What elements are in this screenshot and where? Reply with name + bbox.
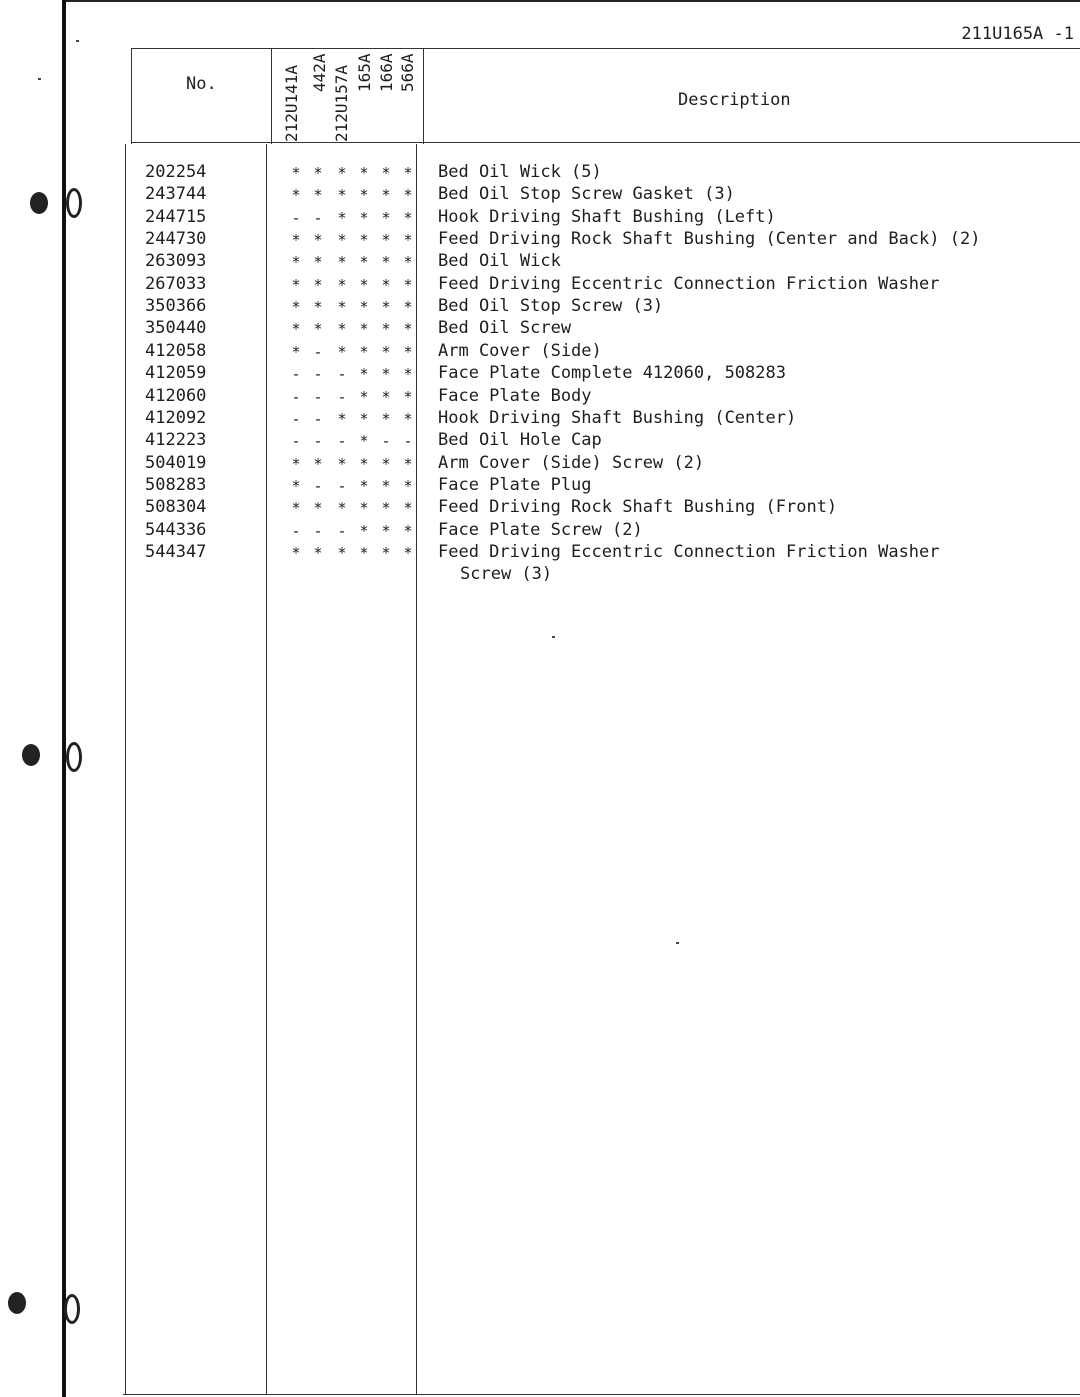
part-number: 350440 bbox=[145, 318, 207, 339]
part-number: 412060 bbox=[145, 385, 207, 406]
model-applicability-mark: * bbox=[359, 543, 369, 562]
model-applicability-mark: * bbox=[337, 208, 347, 227]
model-applicability-mark: * bbox=[291, 164, 301, 182]
model-applicability-mark: * bbox=[337, 543, 347, 562]
model-applicability-mark: * bbox=[359, 320, 369, 339]
model-applicability-mark: - bbox=[291, 409, 301, 428]
model-applicability-mark: * bbox=[359, 521, 369, 540]
model-applicability-mark: * bbox=[337, 298, 347, 317]
model-applicability-mark: * bbox=[359, 231, 369, 250]
part-description: Feed Driving Rock Shaft Bushing (Center and Back) (2) bbox=[438, 229, 981, 250]
part-number: 412059 bbox=[145, 363, 207, 384]
table-left-border-header bbox=[131, 48, 132, 144]
part-number: 243744 bbox=[145, 184, 207, 205]
model-applicability-mark: * bbox=[359, 208, 369, 227]
model-applicability-mark: * bbox=[313, 186, 323, 205]
part-number: 244730 bbox=[145, 229, 207, 250]
model-applicability-mark: * bbox=[359, 253, 369, 272]
model-applicability-mark: * bbox=[359, 365, 369, 384]
model-applicability-mark: * bbox=[337, 454, 347, 473]
punch-hole-middle-edge bbox=[66, 742, 82, 772]
model-header-4: 165A bbox=[355, 53, 374, 92]
model-applicability-mark: * bbox=[337, 164, 347, 182]
model-applicability-mark: * bbox=[291, 186, 301, 205]
model-applicability-mark: - bbox=[381, 432, 391, 451]
part-description: Bed Oil Stop Screw Gasket (3) bbox=[438, 184, 735, 205]
part-description-continued: Screw (3) bbox=[460, 563, 553, 584]
model-applicability-mark: * bbox=[381, 521, 391, 540]
model-applicability-mark: - bbox=[291, 432, 301, 451]
model-applicability-mark: - bbox=[337, 476, 347, 495]
model-applicability-mark: * bbox=[381, 208, 391, 227]
model-applicability-mark: * bbox=[291, 543, 301, 562]
model-applicability-mark: - bbox=[313, 365, 323, 384]
model-applicability-mark: * bbox=[359, 164, 369, 182]
model-applicability-mark: * bbox=[291, 476, 301, 495]
model-applicability-mark: * bbox=[291, 253, 301, 272]
model-applicability-mark: * bbox=[291, 298, 301, 317]
header-bottom-rule bbox=[131, 142, 1080, 143]
no-column-divider-header bbox=[271, 48, 272, 144]
punch-hole-bottom bbox=[8, 1292, 26, 1314]
model-applicability-mark: * bbox=[403, 231, 413, 250]
punch-hole-top bbox=[30, 192, 48, 214]
part-description: Bed Oil Wick (5) bbox=[438, 162, 602, 182]
model-applicability-mark: * bbox=[381, 543, 391, 562]
model-applicability-mark: * bbox=[403, 521, 413, 540]
model-applicability-mark: * bbox=[403, 208, 413, 227]
part-description: Face Plate Complete 412060, 508283 bbox=[438, 363, 786, 384]
model-applicability-mark: * bbox=[381, 253, 391, 272]
models-column-divider bbox=[416, 144, 417, 1394]
part-description: Feed Driving Rock Shaft Bushing (Front) bbox=[438, 497, 838, 518]
model-header-5: 166A bbox=[377, 53, 396, 92]
model-applicability-mark: * bbox=[403, 476, 413, 495]
model-applicability-mark: * bbox=[313, 320, 323, 339]
model-applicability-mark: - bbox=[291, 387, 301, 406]
model-applicability-mark: * bbox=[313, 454, 323, 473]
model-applicability-mark: * bbox=[381, 409, 391, 428]
model-applicability-mark: * bbox=[359, 454, 369, 473]
model-applicability-mark: * bbox=[359, 275, 369, 294]
model-applicability-mark: * bbox=[359, 499, 369, 518]
part-description: Bed Oil Hole Cap bbox=[438, 430, 602, 451]
model-applicability-mark: * bbox=[403, 342, 413, 361]
part-number: 412092 bbox=[145, 407, 207, 428]
model-applicability-mark: - bbox=[313, 342, 323, 361]
part-description: Hook Driving Shaft Bushing (Center) bbox=[438, 407, 797, 428]
model-applicability-mark: * bbox=[403, 164, 413, 182]
model-applicability-mark: * bbox=[337, 499, 347, 518]
model-applicability-mark: * bbox=[403, 409, 413, 428]
model-applicability-mark: * bbox=[313, 499, 323, 518]
model-header-3: 212U157A bbox=[332, 64, 351, 142]
table-left-border bbox=[125, 144, 126, 1394]
model-applicability-mark: * bbox=[337, 253, 347, 272]
model-applicability-mark: - bbox=[313, 208, 323, 227]
model-applicability-mark: * bbox=[359, 342, 369, 361]
part-number: 412058 bbox=[145, 340, 207, 361]
model-applicability-mark: * bbox=[381, 454, 391, 473]
model-applicability-mark: * bbox=[313, 231, 323, 250]
part-number: 544347 bbox=[145, 541, 207, 562]
no-column-divider bbox=[266, 144, 267, 1394]
model-applicability-mark: * bbox=[291, 454, 301, 473]
table-bottom-border bbox=[123, 1394, 1080, 1395]
model-applicability-mark: * bbox=[337, 275, 347, 294]
model-applicability-mark: * bbox=[403, 543, 413, 562]
part-number: 263093 bbox=[145, 251, 207, 272]
part-description: Bed Oil Stop Screw (3) bbox=[438, 296, 664, 317]
model-header-1: 212U141A bbox=[282, 64, 301, 142]
model-applicability-mark: - bbox=[313, 432, 323, 451]
model-applicability-mark: * bbox=[403, 454, 413, 473]
part-description: Face Plate Screw (2) bbox=[438, 519, 643, 540]
model-applicability-mark: * bbox=[381, 342, 391, 361]
model-applicability-mark: - bbox=[313, 409, 323, 428]
model-applicability-mark: * bbox=[403, 365, 413, 384]
part-description: Feed Driving Eccentric Connection Friction Washer bbox=[438, 541, 940, 562]
part-number: 244715 bbox=[145, 206, 207, 227]
model-applicability-mark: - bbox=[337, 387, 347, 406]
model-applicability-mark: * bbox=[403, 387, 413, 406]
model-applicability-mark: * bbox=[291, 342, 301, 361]
part-description: Arm Cover (Side) bbox=[438, 340, 602, 361]
model-applicability-mark: * bbox=[337, 342, 347, 361]
model-applicability-mark: * bbox=[337, 186, 347, 205]
model-applicability-mark: * bbox=[313, 275, 323, 294]
model-applicability-mark: * bbox=[381, 186, 391, 205]
model-applicability-mark: * bbox=[337, 409, 347, 428]
punch-hole-top-edge bbox=[66, 188, 82, 218]
part-description: Arm Cover (Side) Screw (2) bbox=[438, 452, 705, 473]
model-applicability-mark: * bbox=[313, 543, 323, 562]
part-description: Hook Driving Shaft Bushing (Left) bbox=[438, 206, 776, 227]
scan-speck bbox=[552, 636, 555, 638]
model-applicability-mark: * bbox=[381, 298, 391, 317]
model-applicability-mark: * bbox=[381, 320, 391, 339]
model-applicability-mark: * bbox=[291, 499, 301, 518]
model-applicability-mark: * bbox=[381, 476, 391, 495]
model-applicability-mark: - bbox=[337, 365, 347, 384]
model-applicability-mark: * bbox=[381, 499, 391, 518]
model-applicability-mark: * bbox=[403, 499, 413, 518]
model-header-6: 566A bbox=[398, 53, 417, 92]
model-applicability-mark: - bbox=[291, 208, 301, 227]
model-applicability-mark: * bbox=[381, 164, 391, 182]
table-top-border bbox=[131, 48, 423, 49]
model-applicability-mark: * bbox=[381, 275, 391, 294]
punch-hole-middle bbox=[22, 744, 40, 766]
part-number: 350366 bbox=[145, 296, 207, 317]
punch-hole-bottom-edge bbox=[64, 1294, 80, 1324]
model-applicability-mark: * bbox=[313, 298, 323, 317]
model-applicability-mark: - bbox=[313, 387, 323, 406]
column-header-no: No. bbox=[186, 74, 217, 94]
part-number: 267033 bbox=[145, 273, 207, 294]
part-number: 504019 bbox=[145, 452, 207, 473]
part-description: Bed Oil Wick bbox=[438, 251, 561, 272]
model-applicability-mark: - bbox=[313, 476, 323, 495]
model-applicability-mark: - bbox=[291, 365, 301, 384]
binding-edge bbox=[62, 0, 66, 1397]
part-number: 412223 bbox=[145, 430, 207, 451]
model-header-2: 442A bbox=[310, 53, 329, 92]
model-applicability-mark: - bbox=[337, 521, 347, 540]
part-number: 508283 bbox=[145, 474, 207, 495]
model-applicability-mark: * bbox=[403, 320, 413, 339]
model-applicability-mark: - bbox=[291, 521, 301, 540]
model-applicability-mark: * bbox=[359, 298, 369, 317]
table-top-border-desc bbox=[423, 48, 1080, 49]
model-applicability-mark: * bbox=[359, 186, 369, 205]
column-header-description: Description bbox=[678, 90, 791, 110]
model-applicability-mark: * bbox=[359, 409, 369, 428]
model-applicability-mark: * bbox=[381, 365, 391, 384]
top-edge-rule bbox=[66, 0, 1080, 2]
model-applicability-mark: * bbox=[403, 275, 413, 294]
model-applicability-mark: * bbox=[359, 476, 369, 495]
model-applicability-mark: - bbox=[313, 521, 323, 540]
scan-speck bbox=[676, 942, 679, 944]
model-applicability-mark: * bbox=[381, 387, 391, 406]
model-applicability-mark: * bbox=[291, 320, 301, 339]
model-applicability-mark: * bbox=[403, 298, 413, 317]
models-column-divider-header bbox=[423, 48, 424, 144]
model-applicability-mark: * bbox=[337, 231, 347, 250]
part-description: Face Plate Body bbox=[438, 385, 592, 406]
page-identifier: 211U165A -1 bbox=[961, 24, 1074, 44]
model-applicability-mark: * bbox=[381, 231, 391, 250]
part-description: Feed Driving Eccentric Connection Friction Washer bbox=[438, 273, 940, 294]
part-number: 544336 bbox=[145, 519, 207, 540]
model-applicability-mark: * bbox=[291, 231, 301, 250]
model-applicability-mark: * bbox=[359, 432, 369, 451]
scan-speck bbox=[76, 40, 79, 42]
part-description: Bed Oil Screw bbox=[438, 318, 572, 339]
model-applicability-mark: * bbox=[291, 275, 301, 294]
model-applicability-mark: - bbox=[403, 432, 413, 451]
part-description: Face Plate Plug bbox=[438, 474, 592, 495]
model-applicability-mark: * bbox=[337, 320, 347, 339]
model-applicability-mark: * bbox=[313, 164, 323, 182]
model-applicability-mark: - bbox=[337, 432, 347, 451]
model-applicability-mark: * bbox=[403, 253, 413, 272]
model-applicability-mark: * bbox=[359, 387, 369, 406]
model-applicability-mark: * bbox=[403, 186, 413, 205]
part-number: 508304 bbox=[145, 497, 207, 518]
scan-speck bbox=[38, 78, 41, 80]
model-applicability-mark: * bbox=[313, 253, 323, 272]
part-number: 202254 bbox=[145, 162, 207, 182]
